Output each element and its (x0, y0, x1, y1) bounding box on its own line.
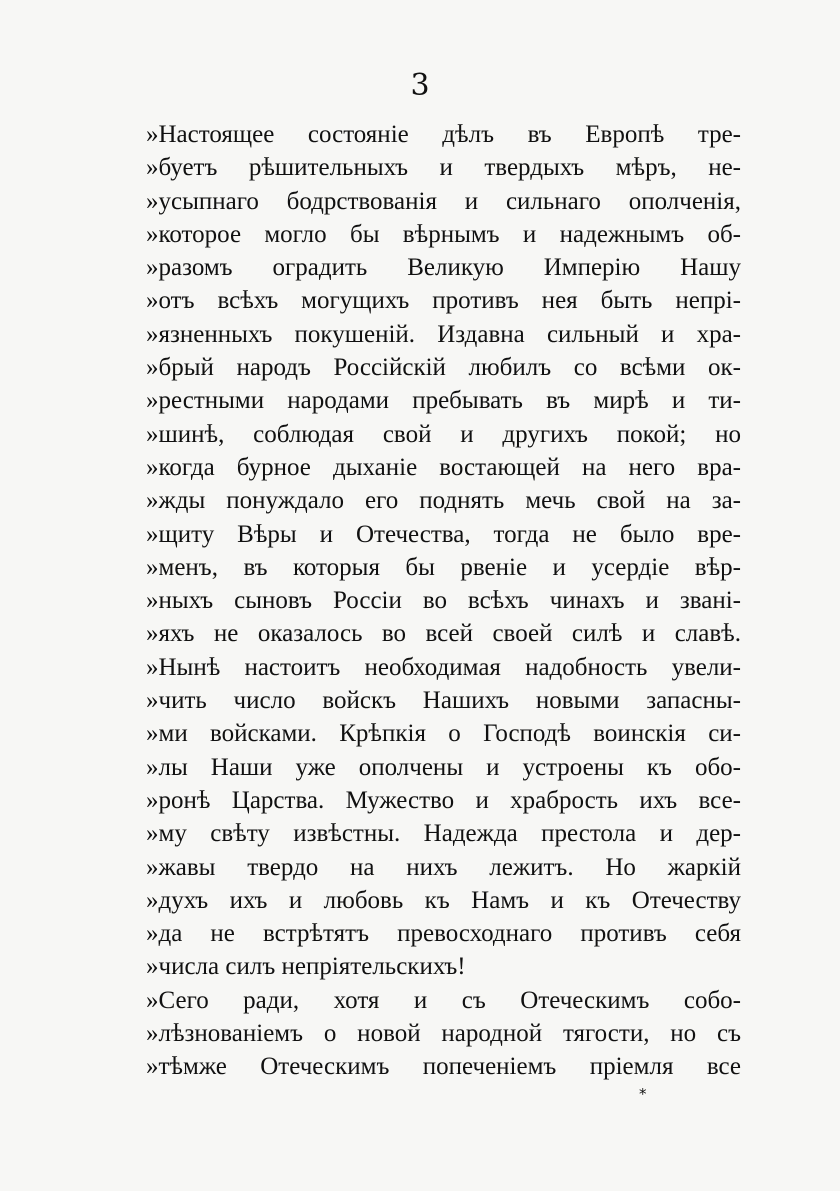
text-line: »тѣмже Отеческимъ попеченіемъ пріемля все (146, 1053, 741, 1081)
text-line: »которое могло бы вѣрнымъ и надежнымъ об- (146, 220, 741, 248)
text-line: »яхъ не оказалось во всей своей силѣ и славѣ. (146, 620, 741, 648)
text-line: »му свѣту извѣстны. Надежда престола и дер- (146, 820, 741, 848)
text-line: »Настоящее состояніе дѣлъ въ Европѣ тре- (146, 121, 741, 148)
text-line: »лѣзнованіемъ о новой народной тягости, но съ (146, 1020, 741, 1048)
text-line: »отъ всѣхъ могущихъ противъ нея быть непрі- (146, 287, 741, 315)
text-line: »усыпнаго бодрствованія и сильнаго ополченія, (146, 187, 741, 215)
text-line: »Сего ради, хотя и съ Отеческимъ собо- (146, 986, 741, 1014)
signature-mark: * (639, 1085, 647, 1103)
text-line: »менъ, въ которыя бы рвеніе и усердіе вѣр- (146, 553, 741, 581)
text-line: »брый народъ Россійскій любилъ со всѣми ок- (146, 354, 741, 382)
text-line: »шинѣ, соблюдая свой и другихъ покой; но (146, 420, 741, 448)
text-line: »рестными народами пребывать въ мирѣ и ти- (146, 387, 741, 415)
text-line: »ронѣ Царства. Мужество и храбрость ихъ все- (146, 786, 741, 814)
text-line: »числа силъ непріятельскихъ! (146, 953, 466, 981)
text-line: »язненныхъ покушеній. Издавна сильный и хра- (146, 320, 741, 348)
text-line: »жавы твердо на нихъ лежитъ. Но жаркій (146, 853, 741, 881)
text-line: »буетъ рѣшительныхъ и твердыхъ мѣръ, не- (146, 154, 741, 182)
text-line: »духъ ихъ и любовь къ Намъ и къ Отечеству (146, 886, 741, 914)
text-line: »жды понуждало его поднять мечь свой на за- (146, 487, 741, 515)
text-line: »ныхъ сыновъ Россіи во всѣхъ чинахъ и звані- (146, 587, 741, 615)
text-line: »чить число войскъ Нашихъ новыми запасны- (146, 687, 741, 715)
page-number: 3 (410, 68, 430, 103)
text-line: »ми войсками. Крѣпкія о Господѣ воинскія си- (146, 720, 741, 748)
text-line: »щиту Вѣры и Отечества, тогда не было вре- (146, 520, 741, 548)
text-line: »когда бурное дыханіе востающей на него вра- (146, 453, 741, 481)
text-line: »разомъ оградить Великую Имперію Нашу (146, 254, 741, 282)
text-line: »Нынѣ настоитъ необходимая надобность увели- (146, 653, 741, 681)
text-line: »лы Наши уже ополчены и устроены къ обо- (146, 753, 741, 781)
manifesto-text (146, 118, 741, 1084)
text-line: »да не встрѣтятъ превосходнаго противъ себя (146, 920, 741, 948)
